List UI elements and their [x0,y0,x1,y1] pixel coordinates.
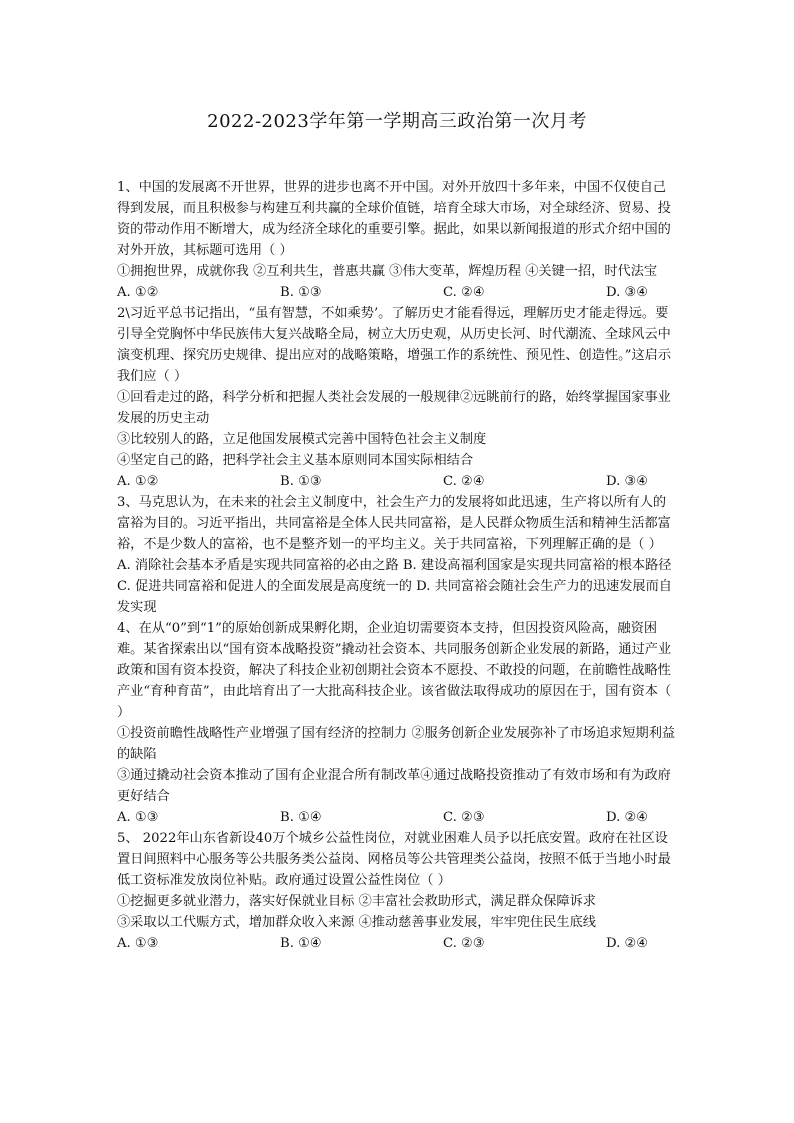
option-c: C. ②③ [443,810,485,825]
statement-line: A. 消除社会基本矛盾是实现共同富裕的必由之路 B. 建设高福利国家是实现共同富裕的根本路径 [117,558,672,573]
statement-line: ①挖掘更多就业潜力，落实好保就业目标 ②丰富社会救助形式，满足群众保障诉求 [117,894,596,909]
page-title: 2022-2023学年第一学期高三政治第一次月考 [207,111,587,132]
option-d: D. ③④ [606,285,649,300]
statement-line: C. 促进共同富裕和促进人的全面发展是高度统一的 D. 共同富裕会随社会生产力的迅速发展而自发实现 [117,579,672,615]
statement-line: ③比较别人的路，立足他国发展模式完善中国特色社会主义制度 [117,432,487,447]
question-stem: 4、在从“0”到“1”的原始创新成果孵化期，企业迫切需要资本支持，但因投资风险高，融资困难。某省探索出以“国有资本战略投资”撬动社会资本、共同服务创新企业发展的新路，通过产业政策和国有资本投资，解决了科技企业初创期社会资本不愿投、不敢投的问题，在前瞻性战略性产业“育种育苗”，由此培育出了一大批高科技企业。该省做法取得成功的原因在于，国有资本（ ） [117,621,672,720]
answer-options [117,807,679,828]
question-5 [117,828,679,954]
question-4 [117,618,679,828]
question-stem: 1、中国的发展离不开世界，世界的进步也离不开中国。对外开放四十多年来，中国不仅使自己得到发展，而且积极参与构建互利共赢的全球价值链，培育全球大市场，对全球经济、贸易、投资的带动作用不断增大，成为经济全球化的重要引擎。据此，如果以新闻报道的形式介绍中国的对外开放，其标题可选用（ ） [117,180,671,258]
option-b: B. ①③ [280,285,322,300]
question-list [117,177,679,954]
question-2 [117,303,679,492]
option-a: A. ①③ [117,936,159,951]
option-b: B. ①④ [280,810,322,825]
option-b: B. ①③ [280,474,322,489]
statement-line: ③采取以工代赈方式，增加群众收入来源 ④推动慈善事业发展，牢牢兜住民生底线 [117,915,596,930]
statement-line: ①拥抱世界，成就你我 ②互利共生，普惠共赢 ③伟大变革，辉煌历程 ④关键一招，时代法宝 [117,264,658,279]
answer-options [117,471,679,492]
answer-options [117,282,679,303]
statement-line: ③通过撬动社会资本推动了国有企业混合所有制改革④通过战略投资推动了有效市场和有为政府更好结合 [117,768,671,804]
statement-line: ①投资前瞻性战略性产业增强了国有经济的控制力 ②服务创新企业发展弥补了市场追求短期利益的缺陷 [117,726,676,762]
option-a: A. ①② [117,285,159,300]
question-stem: 5、 2022年山东省新设40万个城乡公益性岗位，对就业困难人员予以托底安置。政府在社区设置日间照料中心服务等公共服务类公益岗、网格员等公共管理类公益岗，按照不低于当地小时最低工资标准发放岗位补贴。政府通过设置公益性岗位（ ） [117,831,671,888]
option-c: C. ②④ [443,285,485,300]
option-a: A. ①③ [117,810,159,825]
option-a: A. ①② [117,474,159,489]
option-d: D. ③④ [606,474,649,489]
question-1 [117,177,679,303]
option-c: C. ②④ [443,474,485,489]
answer-options [117,933,679,954]
statement-line: ①回看走过的路，科学分析和把握人类社会发展的一般规律②远眺前行的路，始终掌握国家事业发展的历史主动 [117,390,671,426]
option-c: C. ②③ [443,936,485,951]
question-3 [117,492,679,618]
question-stem: 3、马克思认为，在未来的社会主义制度中，社会生产力的发展将如此迅速，生产将以所有人的富裕为目的。习近平指出，共同富裕是全体人民共同富裕，是人民群众物质生活和精神生活都富裕，不是少数人的富裕，也不是整齐划一的平均主义。关于共同富裕，下列理解正确的是（ ） [117,495,671,552]
option-d: D. ②④ [606,810,649,825]
statement-line: ④坚定自己的路，把科学社会主义基本原则同本国实际相结合 [117,453,474,468]
option-d: D. ②④ [606,936,649,951]
question-stem: 2\习近平总书记指出，“虽有智慧，不如乘势’。了解历史才能看得远，理解历史才能走得远。要引导全党胸怀中华民族伟大复兴战略全局，树立大历史观，从历史长河、时代潮流、全球风云中演变机理、探究历史规律、提出应对的战略策略，增强工作的系统性、预见性、创造性。”这启示我们应（ ） [117,306,672,384]
option-b: B. ①④ [280,936,322,951]
